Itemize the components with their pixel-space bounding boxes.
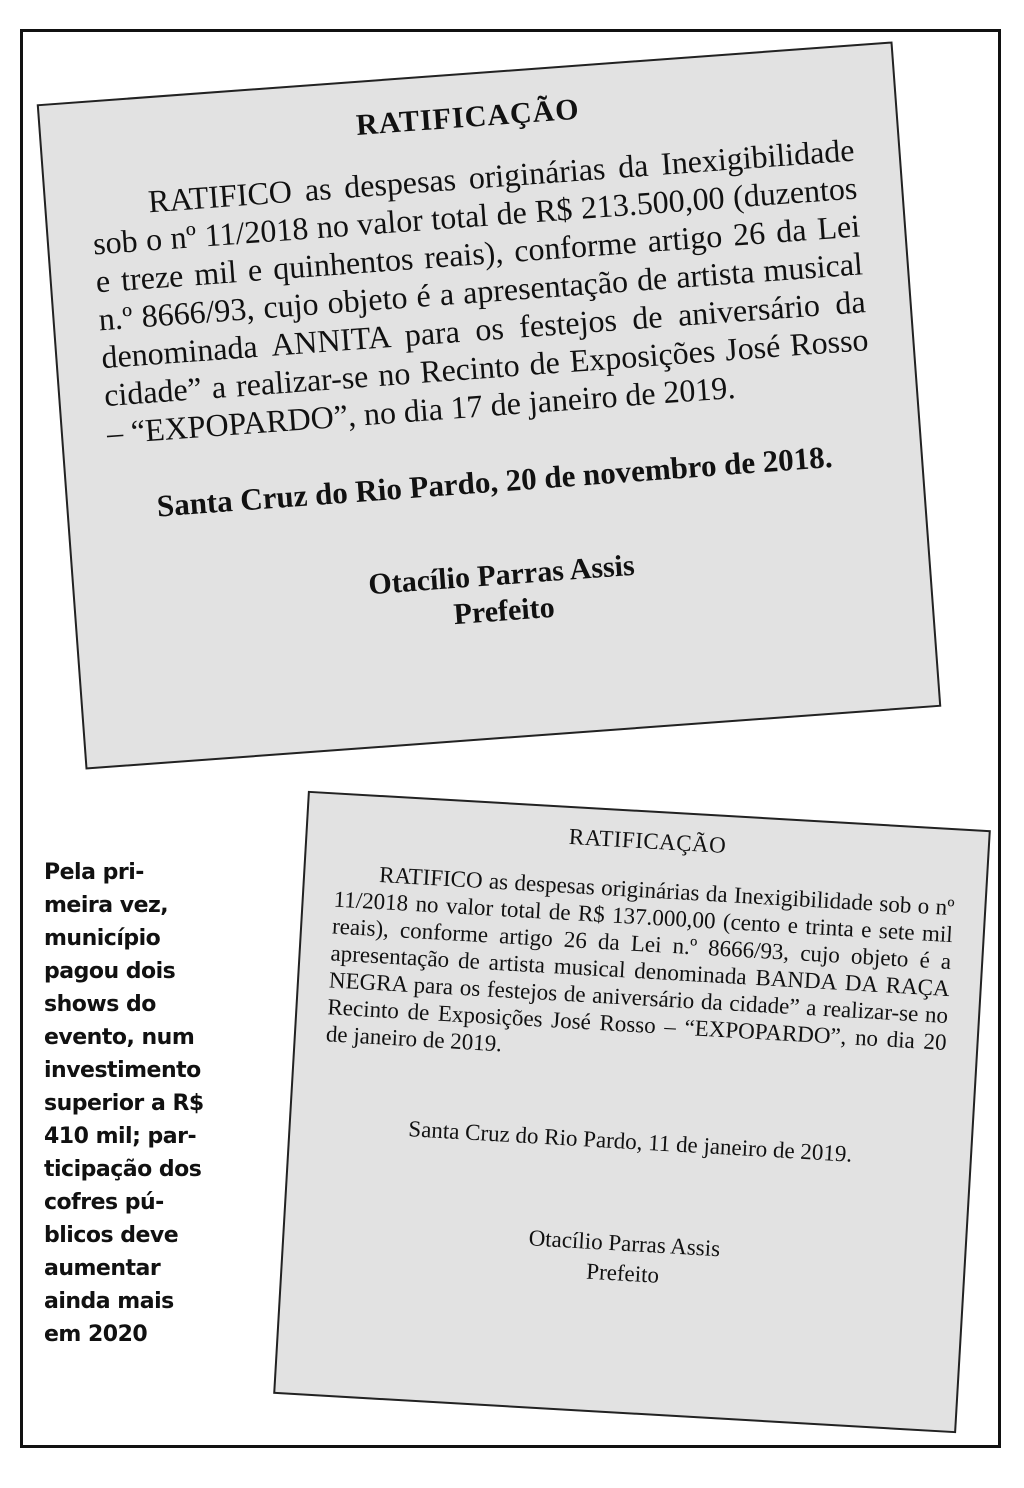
caption-line: 410 mil; par- (44, 1124, 197, 1149)
notice-title: RATIFICAÇÃO (355, 92, 581, 142)
caption-line: aumentar (44, 1256, 161, 1281)
notice-title: RATIFICAÇÃO (568, 823, 727, 858)
notice-signature (312, 1211, 934, 1307)
caption-line: pagou dois (44, 959, 176, 984)
signer-name: Otacílio Parras Assis (367, 548, 636, 602)
caption-line: investimento (44, 1058, 201, 1083)
caption-line: cofres pú- (44, 1190, 164, 1215)
caption-line: município (44, 926, 161, 951)
caption-line: shows do (44, 992, 156, 1017)
notice-body: RATIFICO as despesas originárias da Inexigibilidade sob o nº 11/2018 no valor total de R$ 213.500,00 (duzentos e treze mil e quinhentos reais), conforme artigo 26 da Lei n.º 8666/93, cujo objeto é a apresentação de artista musical denominada ANNITA para os festejos de aniversário da cidade” a realizar-se no Recinto de Exposições José Rosso – “EXPOPARDO”, no dia 17 de janeiro de 2019. (91, 131, 870, 452)
caption-line: em 2020 (44, 1322, 148, 1347)
ratification-notice-annita (37, 41, 942, 769)
caption-line: ticipação dos (44, 1157, 202, 1182)
caption-line: ainda mais (44, 1289, 174, 1314)
caption-line: Pela pri- (44, 860, 144, 885)
caption-line: superior a R$ (44, 1091, 204, 1116)
notice-signature (118, 530, 887, 658)
signer-role: Prefeito (585, 1258, 660, 1288)
photo-caption (44, 856, 244, 1351)
signer-name: Otacílio Parras Assis (528, 1225, 721, 1262)
signer-role: Prefeito (452, 590, 556, 632)
caption-line: blicos deve (44, 1223, 179, 1248)
caption-line: meira vez, (44, 893, 169, 918)
notice-place-date: Santa Cruz do Rio Pardo, 20 de novembro de 2018. (155, 439, 834, 524)
ratification-notice-raca-negra (273, 791, 991, 1433)
caption-line: evento, num (44, 1025, 195, 1050)
notice-body: RATIFICO as despesas originárias da Inexigibilidade sob o nº 11/2018 no valor total de R$ 137.000,00 (cento e trinta e sete mil reais), conforme artigo 26 da Lei n.º 8666/93, cujo objeto é a apresentação de artista musical denominada BANDA DA RAÇA NEGRA para os festejos de aniversário da cidade” a realizar-se no Recinto de Exposições José Rosso – “EXPOPARDO”, no dia 20 de janeiro de 2019. (325, 862, 956, 1057)
notice-place-date: Santa Cruz do Rio Pardo, 11 de janeiro de 2019. (407, 1116, 853, 1167)
